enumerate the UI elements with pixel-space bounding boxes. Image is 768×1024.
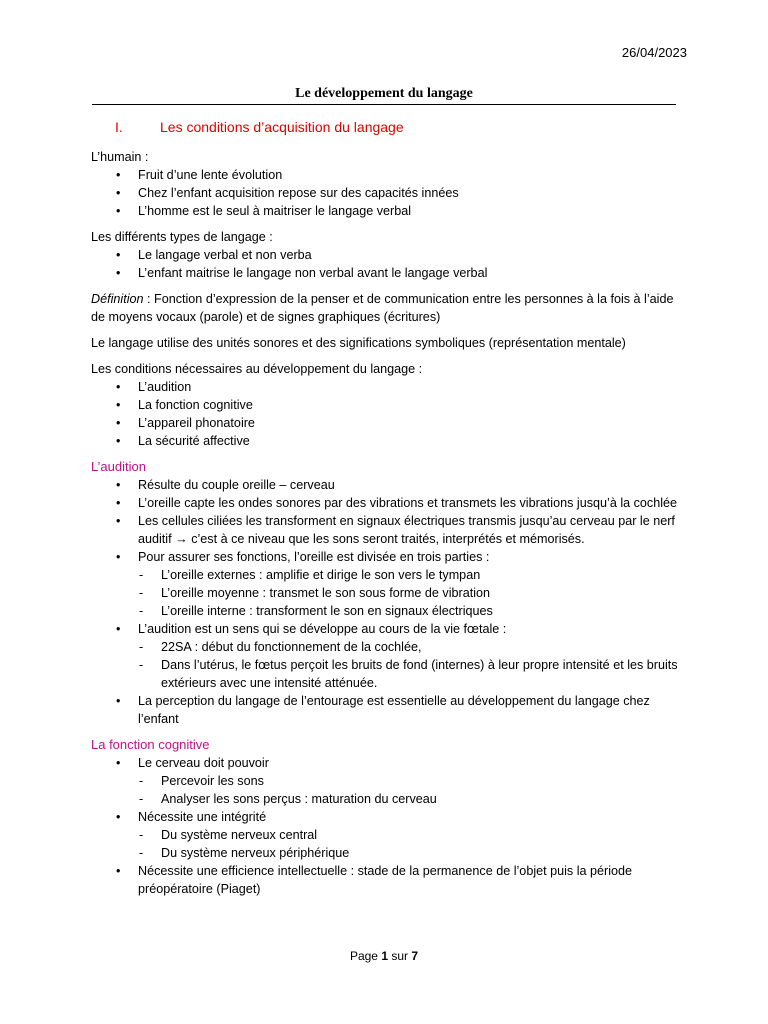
list-item: • Les cellules ciliées les transforment en signaux électriques transmis jusqu’au cerveau par le nerf auditif → c’est à ce niveau que les sons seront traités, interprétés et mémorisés. xyxy=(91,512,681,548)
page-footer xyxy=(0,947,768,965)
document-title: Le développement du langage xyxy=(92,85,676,105)
footer-page-word: Page xyxy=(349,949,378,963)
list-item: • Fruit d’une lente évolution xyxy=(91,166,681,184)
sub-list-item: - 22SA : début du fonctionnement de la cochlée, xyxy=(138,638,681,656)
list-item: • L’oreille capte les ondes sonores par des vibrations et transmets les vibrations jusqu’à la cochlée xyxy=(91,494,681,512)
definition-term: Définition xyxy=(91,292,144,306)
list-item: • L’appareil phonatoire xyxy=(91,414,681,432)
conditions-label: Les conditions nécessaires au développement du langage : xyxy=(91,362,423,376)
sub-list-item: - Du système nerveux périphérique xyxy=(138,844,681,862)
list-item xyxy=(91,754,681,808)
sub-list-item: - Percevoir les sons xyxy=(138,772,681,790)
list-item-text: L’audition est un sens qui se développe au cours de la vie fœtale : xyxy=(138,622,507,636)
list-item: • Nécessite une efficience intellectuelle : stade de la permanence de l’objet puis la période préopératoire (Piaget) xyxy=(91,862,681,898)
list-item: • La sécurité affective xyxy=(91,432,681,450)
list-item: • Résulte du couple oreille – cerveau xyxy=(91,476,681,494)
document-body xyxy=(91,117,681,898)
sub-list-item: - Analyser les sons perçus : maturation du cerveau xyxy=(138,790,681,808)
list-item: • L’enfant maitrise le langage non verbal avant le langage verbal xyxy=(91,264,681,282)
list-item: • Le langage verbal et non verba xyxy=(91,246,681,264)
types-list xyxy=(91,246,681,282)
audition-list xyxy=(91,476,681,728)
section-heading xyxy=(91,117,681,137)
section-number: I. xyxy=(115,119,123,135)
list-item: • La perception du langage de l’entourage est essentielle au développement du langage chez l’enfant xyxy=(91,692,681,728)
oreille-parts-list xyxy=(138,566,681,620)
humain-list xyxy=(91,166,681,220)
cognitive-list xyxy=(91,754,681,898)
sub-list-item: - L’oreille externes : amplifie et dirige le son vers le tympan xyxy=(138,566,681,584)
list-item-text: Pour assurer ses fonctions, l’oreille est divisée en trois parties : xyxy=(138,550,490,564)
definition-paragraph xyxy=(91,290,681,326)
list-item: • L’homme est le seul à maitriser le langage verbal xyxy=(91,202,681,220)
humain-label: L’humain : xyxy=(91,150,149,164)
list-item: • La fonction cognitive xyxy=(91,396,681,414)
list-item: • Chez l’enfant acquisition repose sur des capacités innées xyxy=(91,184,681,202)
sub-list-item: - Dans l’utérus, le fœtus perçoit les bruits de fond (internes) à leur propre intensité et les bruits extérieurs avec une intensité atténuée. xyxy=(138,656,681,692)
list-item xyxy=(91,548,681,620)
cognitive-heading: La fonction cognitive xyxy=(91,737,210,752)
footer-of-word: sur xyxy=(391,949,409,963)
footer-page-total: 7 xyxy=(411,949,419,963)
types-label: Les différents types de langage : xyxy=(91,230,273,244)
list-item xyxy=(91,808,681,862)
audition-heading: L’audition xyxy=(91,459,146,474)
langage-unites-paragraph: Le langage utilise des unités sonores et des significations symboliques (représentation mentale) xyxy=(91,336,626,350)
sub-list-item: - L’oreille interne : transforment le son en signaux électriques xyxy=(138,602,681,620)
sub-list-item: - L’oreille moyenne : transmet le son sous forme de vibration xyxy=(138,584,681,602)
list-item-text: Le cerveau doit pouvoir xyxy=(138,756,269,770)
cerveau-list xyxy=(138,772,681,808)
footer-page-number: 1 xyxy=(381,949,388,963)
integrite-list xyxy=(138,826,681,862)
definition-text: : Fonction d’expression de la penser et de communication entre les personnes à la fois à l’aide de moyens vocaux (parole) et de signes graphiques (écritures) xyxy=(91,292,674,324)
list-item: • L’audition xyxy=(91,378,681,396)
section-title: Les conditions d’acquisition du langage xyxy=(160,119,404,135)
list-item-text: Nécessite une intégrité xyxy=(138,810,267,824)
conditions-list xyxy=(91,378,681,450)
header-date: 26/04/2023 xyxy=(621,45,687,60)
sub-list-item: - Du système nerveux central xyxy=(138,826,681,844)
list-item xyxy=(91,620,681,692)
vie-foetale-list xyxy=(138,638,681,692)
